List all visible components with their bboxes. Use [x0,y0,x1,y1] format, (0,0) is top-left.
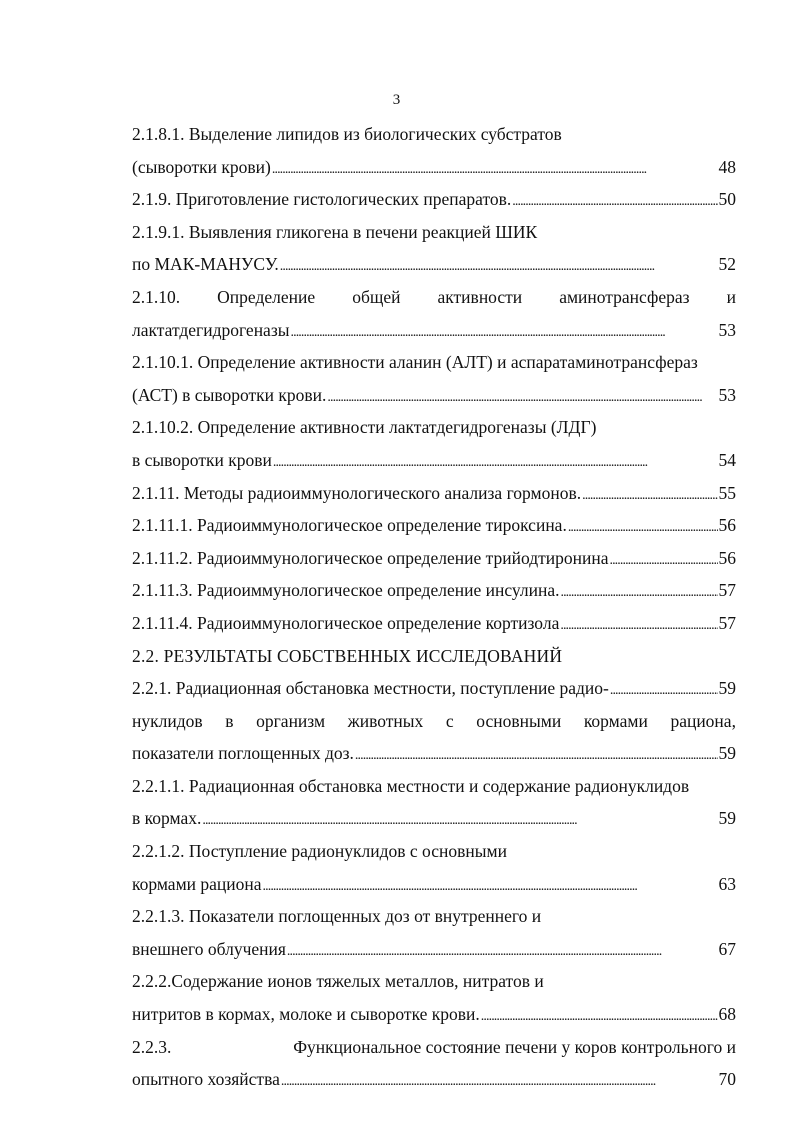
toc-entry-title: 2.2.2.Содержание ионов тяжелых металлов, нитратов и [132,971,544,992]
toc-page-number: 55 [718,482,736,503]
toc-entry-title: лактатдегидрогеназы [132,319,290,340]
dot-leader [291,314,718,350]
toc-line [132,118,736,151]
dot-leader [327,379,717,415]
toc-entry-title: 2.2.1.1. Радиационная обстановка местности и содержание радионуклидов [132,775,690,796]
toc-line [132,737,736,770]
toc-page-number: 52 [718,254,736,275]
toc-line [132,1063,736,1096]
toc-entry-title: (сыворотки крови) [132,156,271,177]
toc-line [132,477,736,510]
toc-page-number: 54 [718,449,736,470]
toc-entry-title: внешнего облучения [132,938,286,959]
page-number: 3 [392,92,401,108]
toc-word: животных [347,710,424,731]
toc-line-justified [132,281,736,314]
toc-word: общей [352,286,401,307]
toc-word: нуклидов [132,710,203,731]
toc-entry-title: 2.1.11.3. Радиоиммунологическое определение инсулина. [132,580,560,601]
toc-word: в [225,710,234,731]
toc-word: и [726,286,736,307]
toc-entry-title: 2.1.11. Методы радиоиммунологического анализа гормонов. [132,482,582,503]
toc-page-number: 68 [718,1004,736,1025]
toc-page-number: 63 [718,873,736,894]
toc-entry-title: 2.2.1.2. Поступление радионуклидов с основными [132,841,507,862]
toc-entry-title: в сыворотки крови [132,449,272,470]
toc-entry-title: 2.1.11.1. Радиоиммунологическое определение тироксина. [132,515,567,536]
section-heading [132,640,736,673]
toc-page-number: 70 [718,1069,736,1090]
toc-entry-title: 2.1.9.1. Выявления гликогена в печени реакцией ШИК [132,221,538,242]
toc-page-number: 56 [718,547,736,568]
toc-line [132,835,736,868]
toc-word: Функциональное состояние печени у коров контрольного и [293,1036,736,1057]
toc-entry-title: нитритов в кормах, молоке и сыворотке крови. [132,1004,480,1025]
toc-word: Определение [217,286,316,307]
toc-word: основными [476,710,562,731]
toc-line [132,379,736,412]
toc-line-justified [132,705,736,738]
toc-entry-title: 2.1.9. Приготовление гистологических препаратов. [132,189,512,210]
dot-leader [355,737,718,773]
dot-leader [610,672,718,708]
dot-leader [202,802,717,838]
dot-leader [560,607,717,643]
toc-line [132,607,736,640]
dot-leader [568,509,718,545]
toc-entry-title: 2.2.1. Радиационная обстановка местности, поступление радио- [132,678,609,699]
dot-leader [287,933,718,969]
dot-leader [560,574,717,610]
toc-line [132,346,736,379]
toc-entry-title: 2.1.11.4. Радиоиммунологическое определение кортизола [132,612,560,633]
toc-line [132,314,736,347]
toc-page-number: 53 [718,384,736,405]
toc-word: организм [256,710,326,731]
toc-entry-title: 2.2.1.3. Показатели поглощенных доз от внутреннего и [132,906,542,927]
toc-word: кормами [583,710,648,731]
toc-word: 2.1.10. [132,286,181,307]
toc-entry-title: 2.1.10.2. Определение активности лактатдегидрогеназы (ЛДГ) [132,417,597,438]
toc-entry-title: в кормах. [132,808,202,829]
toc-line [132,151,736,184]
dot-leader [582,477,717,513]
toc-line-justified [132,1031,736,1064]
toc-word: 2.2.3. [132,1036,172,1057]
toc-word: аминотрансфераз [559,286,690,307]
toc-page-number: 59 [718,808,736,829]
toc-page-number: 57 [718,612,736,633]
toc-page-number: 48 [718,156,736,177]
toc-line [132,216,736,249]
toc-entry-title: (АСТ) в сыворотки крови. [132,384,327,405]
section-heading-text: 2.2. РЕЗУЛЬТАТЫ СОБСТВЕННЫХ ИССЛЕДОВАНИЙ [132,645,563,666]
toc-line [132,933,736,966]
toc-word: активности [437,286,523,307]
toc-entry-title: показатели поглощенных доз. [132,743,354,764]
toc-line [132,509,736,542]
dot-leader [263,868,718,904]
toc-entry-title: по МАК-МАНУСУ. [132,254,279,275]
toc-page-number: 56 [718,515,736,536]
toc-line [132,802,736,835]
dot-leader [609,542,717,578]
table-of-contents [132,118,736,1096]
dot-leader [273,444,718,480]
toc-line [132,672,736,705]
toc-entry-title: 2.1.11.2. Радиоиммунологическое определение трийодтиронина [132,547,609,568]
toc-line [132,248,736,281]
dot-leader [512,183,717,219]
toc-line [132,444,736,477]
toc-page-number: 59 [718,678,736,699]
toc-page-number: 53 [718,319,736,340]
toc-line [132,770,736,803]
toc-entry-title: 2.1.8.1. Выделение липидов из биологических субстратов [132,124,562,144]
dot-leader [272,151,718,187]
toc-word: с [445,710,454,731]
toc-page-number: 67 [718,938,736,959]
toc-line [132,900,736,933]
dot-leader [281,1063,718,1099]
toc-entry-title: кормами рациона [132,873,262,894]
toc-page-number: 59 [718,743,736,764]
toc-page-number: 50 [718,189,736,210]
dot-leader [481,998,718,1034]
toc-line [132,965,736,998]
toc-line [132,868,736,901]
toc-page-number: 57 [718,580,736,601]
toc-line [132,574,736,607]
toc-entry-title: 2.1.10.1. Определение активности аланин (АЛТ) и аспаратаминотрансфераз [132,352,698,373]
toc-line [132,542,736,575]
toc-line [132,183,736,216]
toc-entry-title: опытного хозяйства [132,1069,280,1090]
toc-line [132,411,736,444]
toc-word: рациона, [670,710,736,731]
dot-leader [280,248,718,284]
toc-line [132,998,736,1031]
